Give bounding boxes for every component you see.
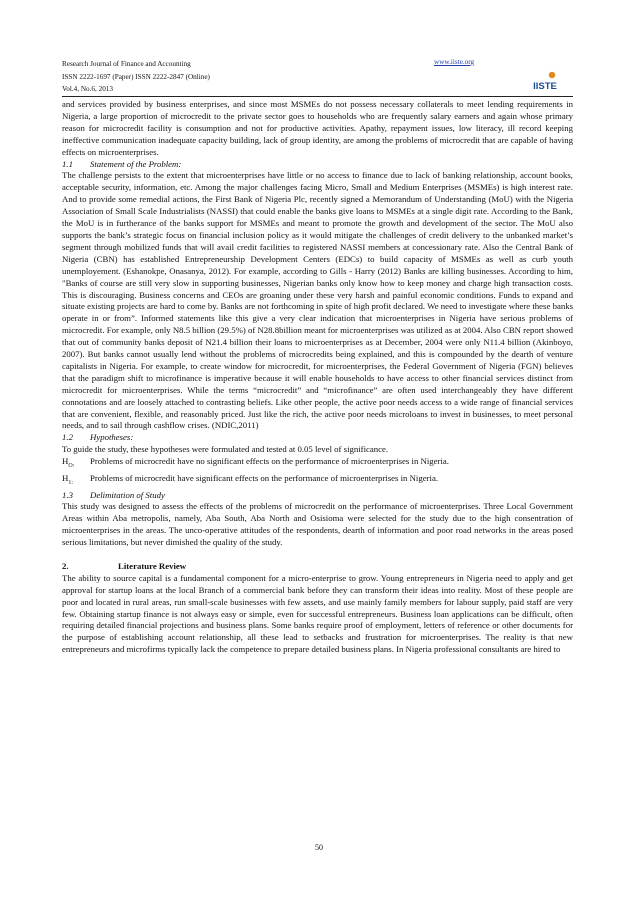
hypothesis-text: Problems of microcredit have significant effects on the performance of microenterprises in Nigeria.	[90, 472, 439, 483]
section-title: Literature Review	[118, 560, 187, 571]
hypothesis-letter: H	[62, 456, 69, 467]
hypothesis-letter: H	[62, 472, 69, 483]
subheading-hypotheses	[62, 432, 573, 444]
subheading-title: Delimitation of Study	[90, 489, 165, 500]
article-body	[62, 99, 573, 656]
paragraph-hypotheses-intro: To guide the study, these hypotheses were formulated and tested at 0.05 level of significance.	[62, 444, 389, 455]
hypothesis-text: Problems of microcredit have no significant effects on the performance of microenterprises in Nigeria.	[90, 456, 449, 467]
paragraph-intro: and services provided by business enterprises, and since most MSMEs do not possess necessary collaterals to meet lending requirements in Nigeria, a large proportion of microcredit to the private sector goes to households who are frequently salary earners and again whose primary reason for microcredit facility is consumption and not for productive activities. Apathy, repayment issues, low literacy, ill record keeping ineffective communication inadequate capacity building, lack of group identity, are among the problems of microcredit that are capable of having effects on microenterprises.	[62, 99, 573, 157]
volume-line: Vol.4, No.6, 2013	[62, 85, 113, 93]
hypothesis-null	[62, 456, 573, 473]
journal-title: Research Journal of Finance and Accounting	[62, 60, 191, 68]
issn-line: ISSN 2222-1697 (Paper) ISSN 2222-2847 (Online)	[62, 72, 210, 81]
hypothesis-subscript: O:	[68, 462, 75, 469]
section-number: 2.	[62, 560, 69, 571]
hypothesis-label	[62, 456, 90, 473]
subheading-number: 1.1	[62, 158, 73, 169]
paragraph-delimitation: This study was designed to assess the effects of the problems of microcredit on the performance of microenterprises. Three Local Government Areas within Aba metropolis, namely, Aba South, Aba North and Osisioma were selected for the study due to the high consentration of microenterprises in the areas. The unco-operative attitudes of the respondents, dearth of information and poor road networks in the areas posed serious limitations, but never dimished the quality of the study.	[62, 501, 573, 548]
subheading-statement-of-problem	[62, 159, 573, 171]
running-header	[62, 58, 572, 96]
subheading-number: 1.2	[62, 432, 73, 443]
journal-website-link[interactable]: www.iiste.org	[434, 58, 475, 66]
subheading-delimitation	[62, 490, 573, 502]
subheading-title: Hypotheses:	[90, 432, 134, 443]
header-rule	[62, 96, 573, 97]
paragraph-problem: The challenge persists to the extent that microenterprises have little or no access to finance due to lack of banking relationship, account books, acceptable security, information, etc. Among the major challenges facing Micro, Small and Medium Enterprises (MSMEs) is high interest rate. And to provide some remedial actions, the First Bank of Nigeria Plc, recently signed a Memorandum of Understanding (MoU) with the Nigeria Association of Small Scale Industrialists (NASSI) that could enable the banks give loans to MSMEs at a single digit rate. According to the Bank, the MoU is in furtherance of the banks support for MSMEs and meant to promote the growth and development of the sector. The MoU also supports the bank’s strategic focus on financial inclusion policy as it would mitigate the challenges of credit delivery to the unbanked market’s segment through mobilized funds that will avail credit facilities to registered NASSI members at concessionary rate. Also the Central Bank of Nigeria (CBN) has established Entrepreneurship Development Centers (EDCs) to build capacity of MSMEs as well as curb youth unemployement. (Eshanokpe, Onasanya, 2012). For example, according to Gills - Harry (2012) Banks are killing businesses. According to him, "Banks of course are still very slow in supporting businesses, Nigerian banks only know how to keep money and charge high transaction costs. This is discouraging. Business concerns and CEOs are groaning under these very harsh and painful economic conditions. Funds to expand and situate existing projects are hard to come by. Banks are not forthcoming in spite of high profit declared. We need to investigate where these banks operate in or from”. Informed statements like this give a very clear indication that microenterprises in Nigeria have serious problems of microcredit. For example, only N8.5 billion (29.5%) of N28.8billion meant for microenterprises was utilized as at 2004. Also CBN report showed that out of community banks deposit of N21.4 billion their loans to microenterprises as at December, 2004 were only N11.4 billion (Akinboyo, 2007). But banks cannot usually lend without the problems of microcredits being explained, and this is compounded by the dearth of venture capitalists in Nigeria. For example, to create window for microcredit, for microenterprises, the Federal Government of Nigeria (FGN) believes that the paradigm shift to microfinance is imperative because it will enable households to have access to other financial services distinct from microcredit for microenterprises. While the terms “microcredit” and “microfinance” are often used interchangeably they have different connotations and are loosely attached to contrasting beliefs. Like other people, the active poor needs access to a wide range of financial services that are convenient, flexible, and reasonably priced. Just like the rich, the active poor needs microloans to invest in businesses, to meet personal needs, and to sail through cashflow crises. (NDIC,2011)	[62, 170, 573, 431]
hypothesis-alternative	[62, 473, 573, 490]
subheading-title: Statement of the Problem:	[90, 158, 182, 169]
logo-dot	[549, 72, 555, 78]
paragraph-literature: The ability to source capital is a fundamental component for a micro-enterprise to grow. Young entrepreneurs in Nigeria need to apply and get approval for startup loans at the local Branch of a commercial bank before they can transform their ideas into reality. Most of these people are poor and located in rural areas, run small-scale businesses with few assets, and use mainly family members for labour supply, paid staff are very few. Obtaining startup finance is not always easy or simple, even for successful entrepreneurs. Business loan applications can be difficult, often requiring detailed financial projections and business plans. Some banks require proof of employment, letters of reference or other documents for the purpose of establishing account relationship, all these lead to setbacks and frustration for microenterprises. The reality is that new entrepreneurs and microfirms typically lack the competence to prepare detailed business plans. In Nigeria professional consultants are hired to	[62, 572, 573, 655]
hypothesis-label	[62, 473, 90, 490]
hypothesis-subscript: 1:	[68, 479, 73, 486]
page-number: 50	[315, 843, 323, 852]
logo-text: IISTE	[533, 81, 557, 92]
section-heading-literature-review	[62, 561, 573, 573]
iiste-logo	[528, 70, 562, 92]
subheading-number: 1.3	[62, 489, 73, 500]
